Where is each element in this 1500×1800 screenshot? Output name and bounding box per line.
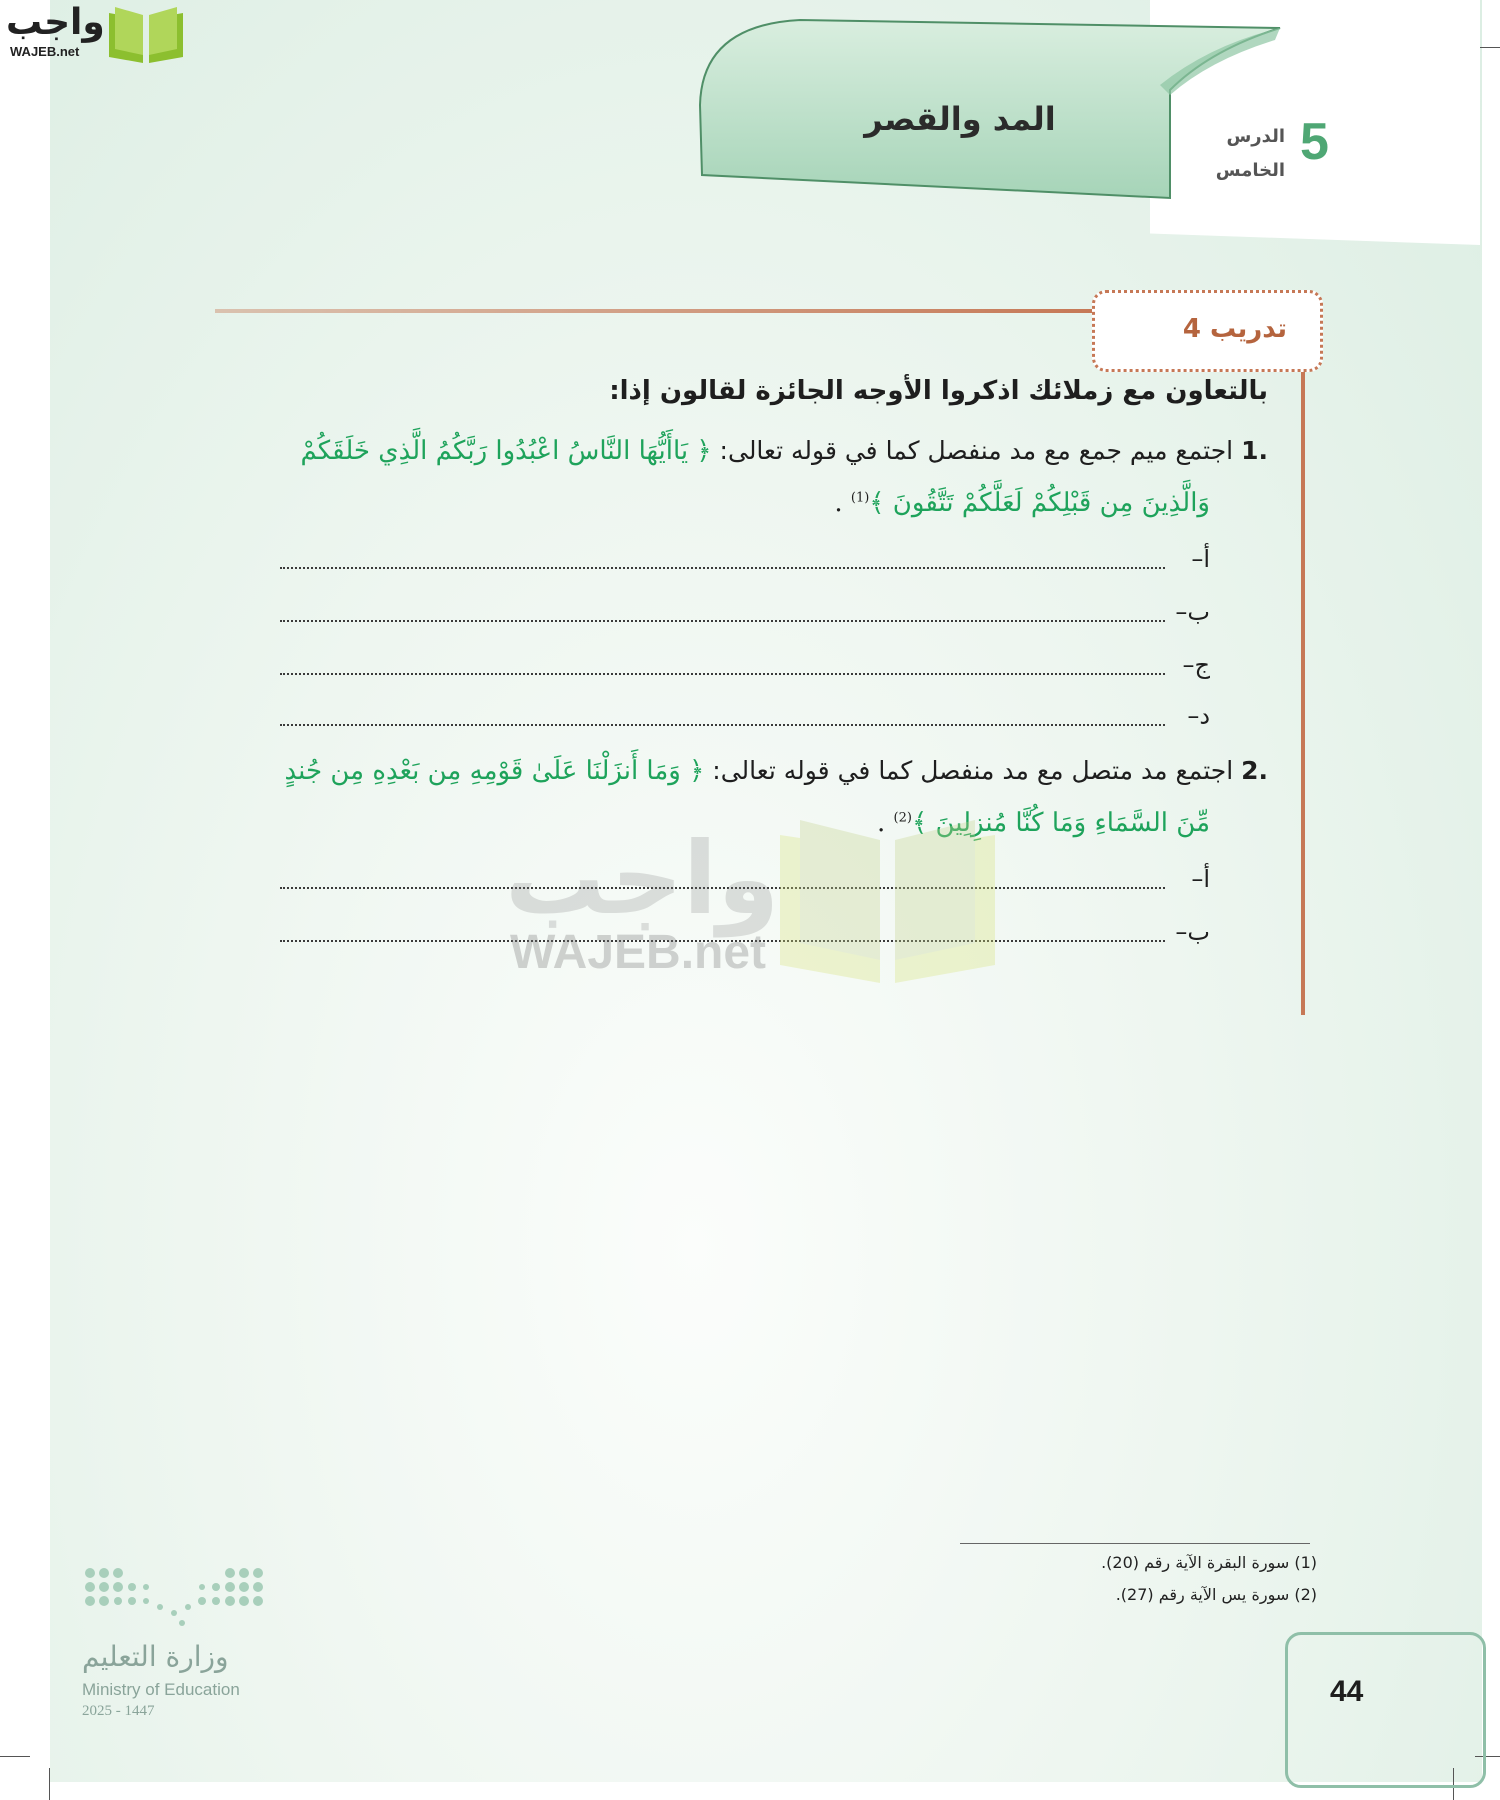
question-number: .2: [1241, 756, 1268, 785]
training-label: تدريب 4: [1182, 314, 1287, 344]
question-text: اجتمع مد متصل مع مد منفصل كما في قوله تعالى:: [704, 756, 1234, 785]
watermark-book-icon: [775, 815, 1000, 985]
ministry-year: 2025 - 1447: [82, 1703, 155, 1719]
answer-label: أ–: [1191, 545, 1210, 573]
answer-dotted-line[interactable]: [280, 724, 1165, 726]
answer-label: ب–: [1175, 918, 1210, 946]
logo-text: واجب: [6, 2, 105, 43]
footnote-ref: (2): [893, 810, 912, 826]
crop-mark: [0, 1756, 30, 1757]
verse-line: وَالَّذِينَ مِن قَبْلِكُمْ لَعَلَّكُمْ تَتَّقُونَ ﴾: [869, 488, 1210, 518]
lesson-label-line2: الخامس: [1215, 160, 1285, 181]
verse-continuation-1: وَالَّذِينَ مِن قَبْلِكُمْ لَعَلَّكُمْ تَتَّقُونَ ﴾$^{(1)}$ .: [834, 488, 1210, 518]
question-2: [285, 756, 1268, 786]
instruction-text: بالتعاون مع زملائك اذكروا الأوجه الجائزة لقالون إذا:: [609, 376, 1268, 406]
answer-label: د–: [1187, 702, 1210, 730]
question-1: [301, 436, 1269, 466]
page-number: 44: [1330, 1675, 1364, 1708]
answer-line-a[interactable]: [280, 545, 1210, 575]
footnote-2: (2) سورة يس الآية رقم (27).: [1115, 1585, 1317, 1604]
answer-line-d[interactable]: [280, 702, 1210, 732]
answer-label: أ–: [1191, 865, 1210, 893]
answer-dotted-line[interactable]: [280, 620, 1165, 622]
answer-dotted-line[interactable]: [280, 673, 1165, 675]
watermark-text: واجب: [505, 820, 780, 937]
lesson-title: المد والقصر: [864, 100, 1056, 138]
logo-sub: WAJEB.net: [10, 44, 80, 59]
answer-label: ج–: [1182, 651, 1210, 679]
lesson-label: [1205, 120, 1285, 188]
answer-line-b[interactable]: [280, 598, 1210, 628]
footnote-ref: (1): [850, 490, 870, 506]
question-text: اجتمع ميم جمع مع مد منفصل كما في قوله تعالى:: [711, 436, 1234, 465]
section-side-rule: [1301, 360, 1305, 1015]
section-top-rule: [215, 309, 1095, 313]
verse-line: مِّنَ السَّمَاءِ وَمَا كُنَّا مُنزِلِينَ ﴾: [911, 808, 1210, 838]
ministry-name-english: Ministry of Education: [82, 1680, 240, 1699]
verse-continuation-2: مِّنَ السَّمَاءِ وَمَا كُنَّا مُنزِلِينَ ﴾$^{(2)}$ .: [877, 808, 1210, 838]
question-number: .1: [1241, 436, 1268, 465]
watermark-sub: WAJEB.net: [510, 926, 767, 979]
ministry-name-arabic: وزارة التعليم: [82, 1640, 229, 1673]
answer-dotted-line[interactable]: [280, 567, 1165, 569]
page-number-box: [1285, 1632, 1486, 1788]
ministry-logo-icon: [82, 1565, 272, 1630]
answer-line-c[interactable]: [280, 651, 1210, 681]
answer-label: ب–: [1175, 598, 1210, 626]
verse-line: ﴿ وَمَا أَنزَلْنَا عَلَىٰ قَوْمِهِ مِن بَعْدِهِ مِن جُندٍ: [284, 756, 705, 786]
verse-line: ﴿ يَاأَيُّهَا النَّاسُ اعْبُدُوا رَبَّكُمُ الَّذِي خَلَقَكُمْ: [300, 436, 712, 466]
footnote-1: (1) سورة البقرة الآية رقم (20).: [1101, 1553, 1317, 1572]
lesson-number: 5: [1300, 113, 1329, 171]
crop-mark: [49, 1768, 50, 1800]
lesson-label-line1: الدرس: [1226, 126, 1285, 147]
book-icon: [105, 5, 187, 65]
footnote-divider: [960, 1543, 1310, 1544]
